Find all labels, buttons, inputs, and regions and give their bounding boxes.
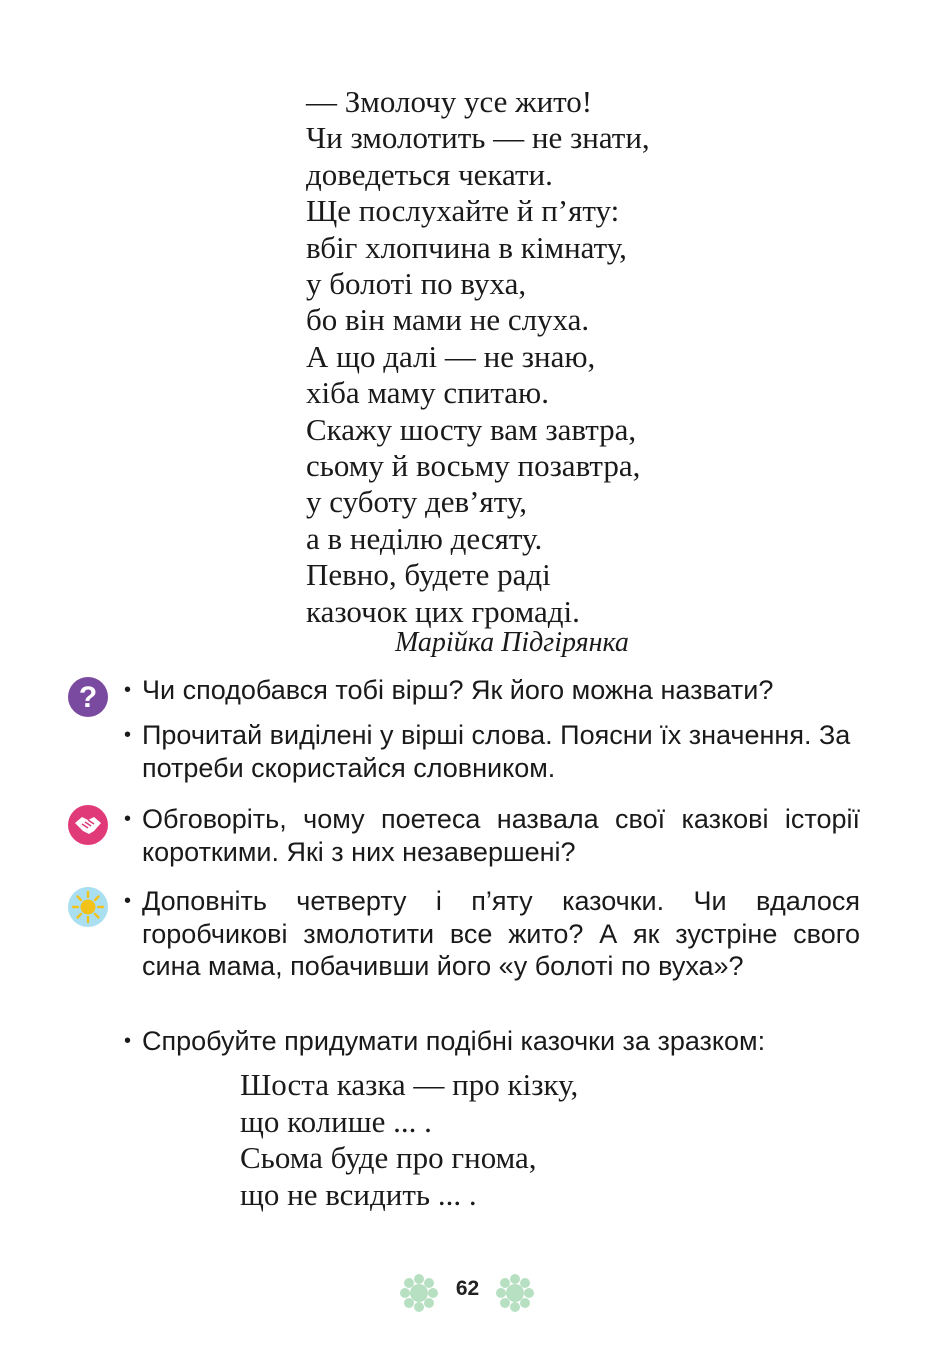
- example-line: що колише ... .: [240, 1103, 432, 1139]
- page-number: 62: [455, 1277, 480, 1300]
- poem-line: у суботу дев’яту,: [306, 484, 527, 520]
- bullet: •: [124, 808, 132, 830]
- example-line: Сьома буде про гнома,: [240, 1140, 537, 1175]
- poem-line: Ще послухайте й п’яту:: [306, 193, 620, 229]
- poem-line: — Змолочу усе жито!: [306, 84, 593, 119]
- poem-line: хіба маму спитаю.: [306, 375, 549, 411]
- example-poem: [240, 1067, 578, 1213]
- task-item: [124, 1025, 860, 1058]
- poem: [306, 84, 650, 630]
- poem-line: А що далі — не знаю,: [306, 338, 596, 374]
- bullet: •: [124, 679, 132, 701]
- task-text: Обговоріть, чому поетеса назвала свої казкові історії короткими. Які з них незавершені?: [142, 804, 860, 867]
- bullet: •: [124, 890, 132, 912]
- poem-line: Скажу шосту вам завтра,: [306, 411, 637, 447]
- poem-line: Чи змолотить — не знати,: [306, 120, 650, 156]
- task-item: [124, 885, 860, 983]
- task-item: [124, 674, 860, 707]
- poem-line: вбіг хлопчина в кімнату,: [306, 229, 627, 265]
- poem-line: у болоті по вуха,: [306, 266, 527, 302]
- sun-icon: [67, 886, 109, 928]
- task-text: Доповніть четверту і п’яту казочки. Чи вдалося горобчикові змолотити все жито? А як зустріне свого сина мама, побачивши його «у болоті по вуха»?: [142, 886, 860, 981]
- bullet: •: [124, 724, 132, 746]
- poem-line: сьому й восьму позавтра,: [306, 448, 641, 484]
- question-icon: [67, 676, 109, 718]
- task-item: [124, 719, 860, 784]
- poem-line: Певно, будете раді: [306, 557, 551, 593]
- example-line: Шоста казка — про кізку,: [240, 1067, 579, 1102]
- bullet: •: [124, 1030, 132, 1052]
- poem-line: а в неділю десяту.: [306, 520, 543, 556]
- handshake-icon: [67, 804, 109, 846]
- poem-author: Марійка Підгірянка: [395, 627, 629, 658]
- poem-line: казочок цих громаді.: [306, 593, 580, 629]
- task-text: Чи сподобався тобі вірш? Як його можна назвати?: [142, 675, 774, 705]
- example-line: що не всидить ... .: [240, 1176, 477, 1212]
- poem-line: доведеться чекати.: [306, 156, 553, 192]
- poem-line: бо він мами не слуха.: [306, 302, 590, 338]
- svg-text:?: ?: [78, 681, 98, 714]
- task-text: Спробуйте придумати подібні казочки за зразком:: [142, 1026, 766, 1056]
- flower-ornament-icon: [494, 1272, 536, 1319]
- task-text: Прочитай виділені у вірші слова. Поясни їх значення. За потреби скористайся словником.: [142, 720, 851, 783]
- task-item: [124, 803, 860, 868]
